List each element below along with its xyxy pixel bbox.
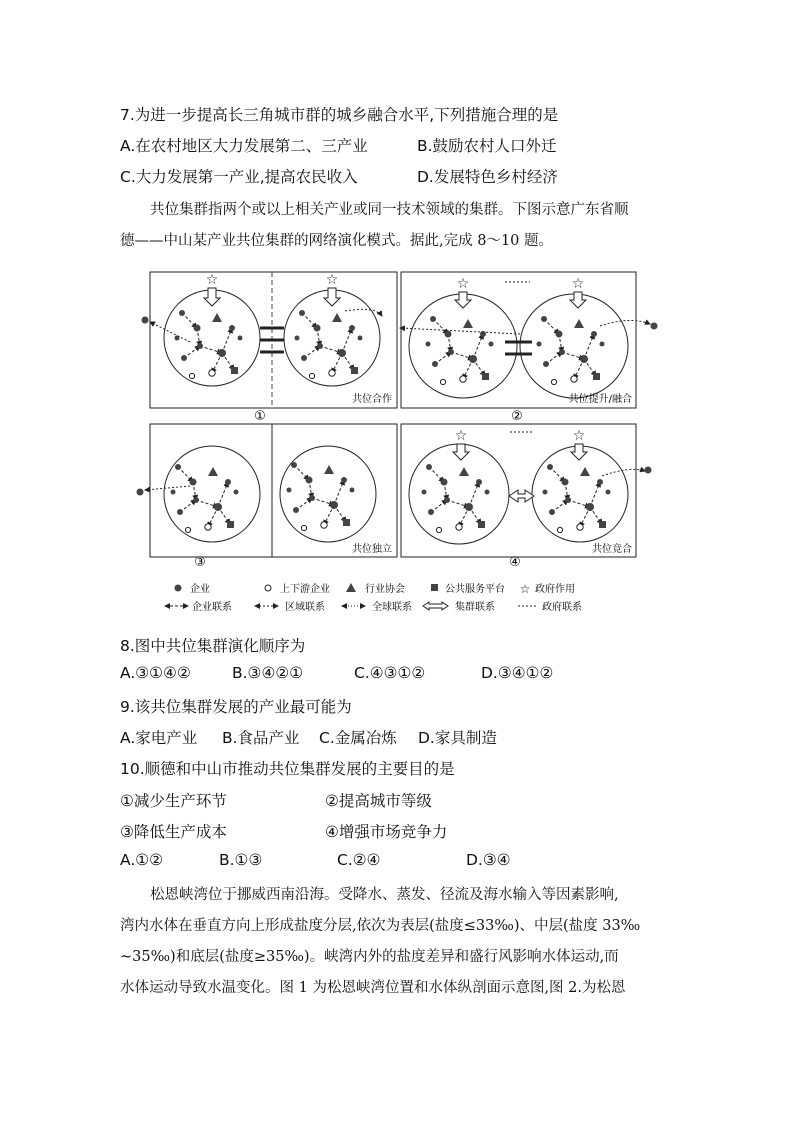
legend-platform: 公共服务平台	[445, 584, 505, 595]
q7-option-b: B.鼓励农村人口外迁	[417, 137, 557, 155]
legend-association: 行业协会	[365, 584, 405, 595]
svg-text:☆: ☆	[454, 428, 468, 444]
legend-enterprise: 企业	[190, 584, 210, 595]
q10-statement-1: ①减少生产环节	[120, 792, 227, 810]
q9-option-b: B.食品产业	[222, 729, 300, 747]
q8-option-d: D.③④①②	[481, 664, 554, 682]
legend-updown: 上下游企业	[280, 584, 330, 595]
panel-4-number: ④	[509, 555, 521, 570]
q8-stem: 8.图中共位集群演化顺序为	[120, 637, 306, 655]
passage-line-2: 湾内水体在垂直方向上形成盐度分层,依次为表层(盐度≤33‰)、中层(盐度 33‰	[120, 918, 641, 934]
intro-line-1: 共位集群指两个或以上相关产业或同一技术领域的集群。下图示意广东省顺	[150, 202, 629, 218]
q9-option-a: A.家电产业	[120, 729, 198, 747]
panel-3-number: ③	[194, 555, 206, 570]
panel-1-number: ①	[254, 409, 266, 424]
q10-statement-4: ④增强市场竞争力	[325, 823, 448, 841]
q10-option-a: A.①②	[120, 851, 164, 869]
q7-option-a: A.在农村地区大力发展第二、三产业	[120, 137, 368, 155]
passage-line-1: 松恩峡湾位于挪威西南沿海。受降水、蒸发、径流及海水输入等因素影响,	[150, 887, 619, 903]
q8-option-a: A.③①④②	[120, 664, 191, 682]
q10-option-c: C.②④	[337, 851, 381, 869]
q10-option-b: B.①③	[219, 851, 263, 869]
panel-4-caption: 共位竞合	[592, 544, 632, 555]
svg-text:☆: ☆	[325, 272, 339, 288]
q10-statement-2: ②提高城市等级	[325, 792, 432, 810]
q8-option-b: B.③④②①	[232, 664, 304, 682]
passage-line-3: ~35‰)和底层(盐度≥35‰)。峡湾内外的盐度差异和盛行风影响水体运动,而	[120, 949, 619, 965]
q10-option-d: D.③④	[466, 851, 511, 869]
cluster-evolution-figure	[120, 266, 670, 616]
q9-option-d: D.家具制造	[418, 729, 497, 747]
legend	[165, 582, 582, 613]
panel-2-number: ②	[511, 409, 523, 424]
svg-text:☆: ☆	[572, 428, 586, 444]
panel-3-caption: 共位独立	[352, 544, 392, 555]
legend-region-link: 区域联系	[285, 602, 325, 613]
q10-statement-3: ③降低生产成本	[120, 823, 227, 841]
legend-government: 政府作用	[535, 584, 575, 595]
svg-text:☆: ☆	[571, 276, 585, 292]
svg-text:☆: ☆	[519, 582, 531, 596]
legend-ent-link: 企业联系	[192, 602, 232, 613]
panel-1-caption: 共位合作	[352, 394, 392, 405]
panel-2-caption: 共位提升/融合	[568, 394, 632, 405]
legend-global-link: 全球联系	[372, 602, 412, 613]
intro-line-2: 德——中山某产业共位集群的网络演化模式。据此,完成 8～10 题。	[120, 233, 554, 249]
q7-option-c: C.大力发展第一产业,提高农民收入	[120, 168, 358, 186]
svg-text:☆: ☆	[456, 276, 470, 292]
passage-line-4: 水体运动导致水温变化。图 1 为松恩峡湾位置和水体纵剖面示意图,图 2.为松恩	[120, 980, 626, 996]
q7-option-d: D.发展特色乡村经济	[417, 168, 558, 186]
svg-text:☆: ☆	[205, 272, 219, 288]
q9-option-c: C.金属冶炼	[319, 729, 397, 747]
q7-stem: 7.为进一步提高长三角城市群的城乡融合水平,下列措施合理的是	[120, 106, 559, 124]
legend-gov-link: 政府联系	[542, 602, 582, 613]
q10-stem: 10.顺德和中山市推动共位集群发展的主要目的是	[120, 760, 455, 778]
legend-cluster-link: 集群联系	[455, 602, 495, 613]
q9-stem: 9.该共位集群发展的产业最可能为	[120, 698, 352, 716]
q8-option-c: C.④③①②	[354, 664, 426, 682]
